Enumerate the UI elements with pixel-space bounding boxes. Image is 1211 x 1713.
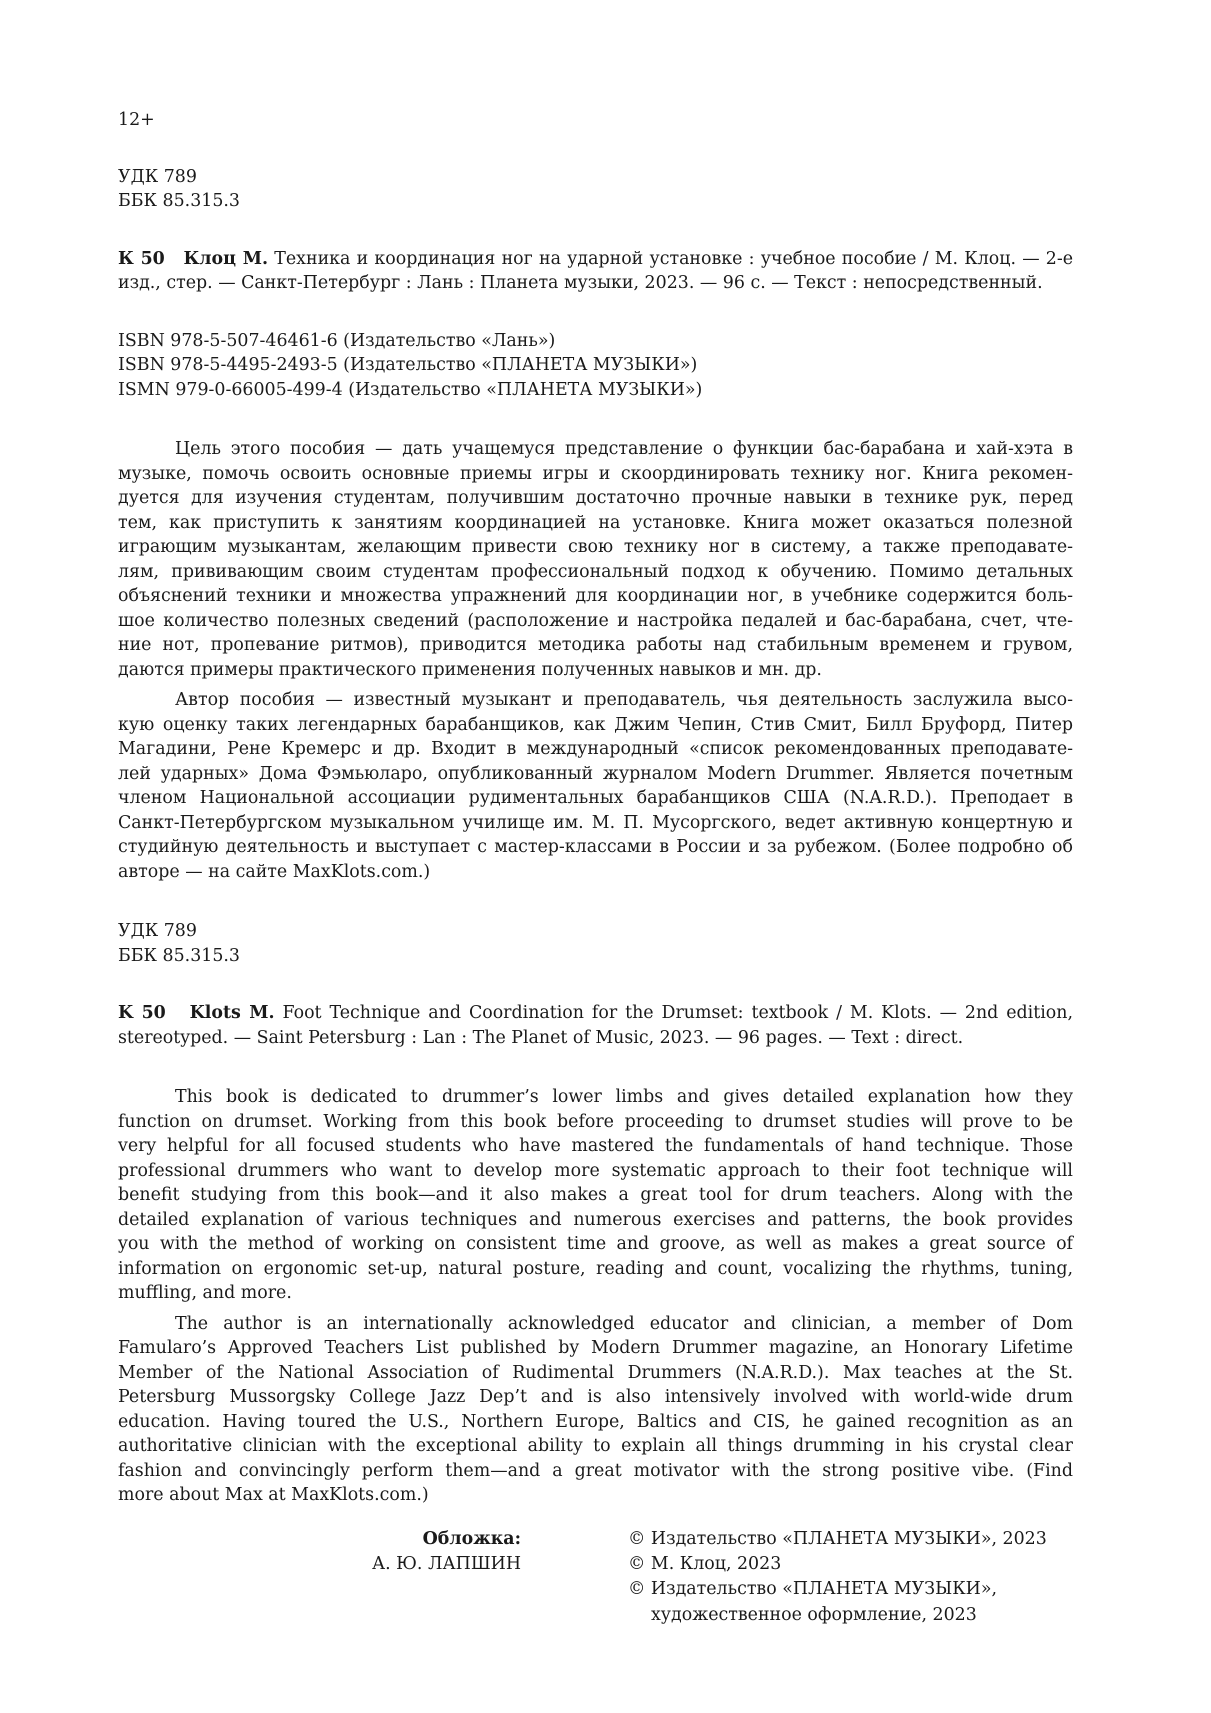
annotation-line: тем, как приступить к занятиям координацией на установке. Книга может оказаться полезной [118, 512, 1073, 533]
catalog-entry-en [118, 1001, 1073, 1050]
annotation-en-paragraph-2 [118, 1312, 1073, 1508]
imprint-page [118, 108, 1073, 1508]
catalog-code-en: K 50 [118, 1003, 166, 1023]
cover-credit [372, 1527, 521, 1577]
annotation-line: играющим музыкантам, желающим привести свою технику ног в систему, а также преподавате- [118, 537, 1073, 557]
annotation-line: Автор пособия — известный музыкант и преподаватель, чья деятельность заслужила высо- [175, 690, 1073, 710]
annotation-line: fashion and convincingly perform them—and a great motivator with the strong positive vibe. (Find [118, 1460, 1073, 1481]
annotation-ru-paragraph-2 [118, 688, 1073, 884]
annotation-line: detailed explanation of various techniques and numerous exercises and patterns, the book provides [118, 1209, 1073, 1230]
annotation-line: Санкт-Петербургском музыкальном училище им. М. П. Мусоргского, ведет активную концертную и [118, 812, 1073, 833]
copyright-line: © Издательство «ПЛАНЕТА МУЗЫКИ», [628, 1579, 997, 1600]
catalog-entry-ru [118, 247, 1073, 296]
annotation-line: The author is an internationally acknowledged educator and clinician, a member of Dom [175, 1313, 1073, 1334]
annotation-line: Member of the National Association of Rudimental Drummers (N.A.R.D.). Max teaches at the St. [118, 1362, 1073, 1383]
catalog-code-ru: К 50 [118, 248, 165, 269]
annotation-line: Famularo’s Approved Teachers List published by Modern Drummer magazine, an Honorary Lifetime [118, 1338, 1073, 1358]
annotation-line: студийную деятельность и выступает с мастер-классами в России и за рубежом. (Более подробно об [118, 837, 1073, 857]
annotation-line: музыке, помочь освоить основные приемы игры и скоординировать технику ног. Книга рекомен- [118, 463, 1073, 484]
isbn-planeta: ISBN 978-5-4495-2493-5 (Издательство «ПЛАНЕТА МУЗЫКИ») [118, 355, 698, 375]
bbk-code-en: ББК 85.315.3 [118, 945, 240, 966]
annotation-line: шое количество полезных сведений (расположение и настройка педалей и бас-барабана, счет, чте- [118, 610, 1073, 631]
catalog-author-en: Klots M. [189, 1003, 275, 1023]
annotation-line: benefit studying from this book—and it also makes a great tool for drum teachers. Along with the [118, 1185, 1073, 1205]
age-rating: 12+ [118, 110, 155, 130]
copyright-line: © М. Клоц, 2023 [628, 1554, 782, 1575]
annotation-line: authoritative clinician with the exceptional ability to explain all things drumming in his crystal clear [118, 1436, 1073, 1456]
annotation-line: объяснений техники и множества упражнений для координации ног, в учебнике содержится боль- [118, 586, 1073, 606]
catalog-author-ru: Клоц М. [183, 248, 269, 269]
isbn-lan: ISBN 978-5-507-46461-6 (Издательство «Лань») [118, 330, 556, 351]
catalog-line-2-en: stereotyped. — Saint Petersburg : Lan : The Planet of Music, 2023. — 96 pages. — Text : direct. [118, 1027, 964, 1048]
copyright-list [628, 1527, 1047, 1628]
copyright-line: художественное оформление, 2023 [651, 1604, 977, 1625]
annotation-line: you with the method of working on consistent time and groove, as well as makes a great source of [118, 1234, 1073, 1254]
annotation-line: дуется для изучения студентам, получившим достаточно прочные навыки в технике рук, перед [118, 488, 1073, 508]
annotation-line: Магадини, Рене Кремерс и др. Входит в международный «список рекомендованных преподавате- [118, 739, 1073, 759]
annotation-ru-paragraph-1 [118, 437, 1073, 682]
annotation-line: professional drummers who want to develop more systematic approach to their foot technique will [118, 1160, 1073, 1181]
annotation-en-paragraph-1 [118, 1085, 1073, 1306]
annotation-line: This book is dedicated to drummer’s lower limbs and gives detailed explanation how they [175, 1087, 1073, 1107]
annotation-line: даются примеры практического применения полученных навыков и мн. др. [118, 659, 822, 680]
annotation-line: Petersburg Mussorgsky College Jazz Dep’t and is also intensively involved with world-wide drum [118, 1387, 1073, 1407]
catalog-line-1-ru [118, 247, 1073, 272]
catalog-title-en: Foot Technique and Coordination for the Drumset: textbook / M. Klots. — 2nd edition, [282, 1003, 1073, 1023]
annotation-line: лям, прививающим своим студентам профессиональный подход к обучению. Помимо детальных [118, 561, 1073, 582]
annotation-line: muffling, and more. [118, 1283, 292, 1303]
annotation-line: членом Национальной ассоциации рудиментальных барабанщиков США (N.A.R.D.). Преподает в [118, 788, 1073, 808]
isbn-list [118, 329, 1073, 403]
annotation-line: information on ergonomic set-up, natural posture, reading and count, vocalizing the rhythms, tuning, [118, 1258, 1073, 1279]
annotation-line: very helpful for all focused students who have mastered the fundamentals of hand technique. Those [118, 1136, 1073, 1156]
annotation-line: авторе — на сайте MaxKlots.com.) [118, 861, 431, 882]
udk-code-en: УДК 789 [118, 921, 197, 941]
cover-artist: А. Ю. ЛАПШИН [371, 1554, 521, 1575]
catalog-title-ru: Техника и координация ног на ударной установке : учебное пособие / М. Клоц. — 2-е [274, 248, 1074, 269]
annotation-line: лей ударных» Дома Фэмьюларо, опубликованный журналом Modern Drummer. Является почетным [118, 763, 1073, 784]
bbk-code-ru: ББК 85.315.3 [118, 191, 240, 211]
annotation-line: function on drumset. Working from this book before proceeding to drumset studies will prove to be [118, 1111, 1073, 1132]
annotation-line: Цель этого пособия — дать учащемуся представление о функции бас-барабана и хай-хэта в [175, 439, 1073, 459]
catalog-line-2-ru: изд., стер. — Санкт-Петербург : Лань : Планета музыки, 2023. — 96 с. — Текст : непосредственный. [118, 273, 1043, 293]
cover-label: Обложка: [422, 1529, 521, 1549]
annotation-line: more about Max at MaxKlots.com.) [118, 1485, 429, 1505]
udk-code-ru: УДК 789 [118, 166, 197, 187]
annotation-line: ние нот, пропевание ритмов), приводится методика работы над стабильным временем и грувом, [118, 635, 1073, 655]
annotation-line: education. Having toured the U.S., Northern Europe, Baltics and CIS, he gained recognition as an [118, 1411, 1073, 1432]
copyright-line: © Издательство «ПЛАНЕТА МУЗЫКИ», 2023 [628, 1529, 1047, 1549]
annotation-line: кую оценку таких легендарных барабанщиков, как Джим Чепин, Стив Смит, Билл Бруфорд, Питер [118, 714, 1073, 735]
ismn-planeta: ISMN 979-0-66005-499-4 (Издательство «ПЛАНЕТА МУЗЫКИ») [118, 379, 703, 400]
catalog-line-1-en [118, 1001, 1073, 1026]
